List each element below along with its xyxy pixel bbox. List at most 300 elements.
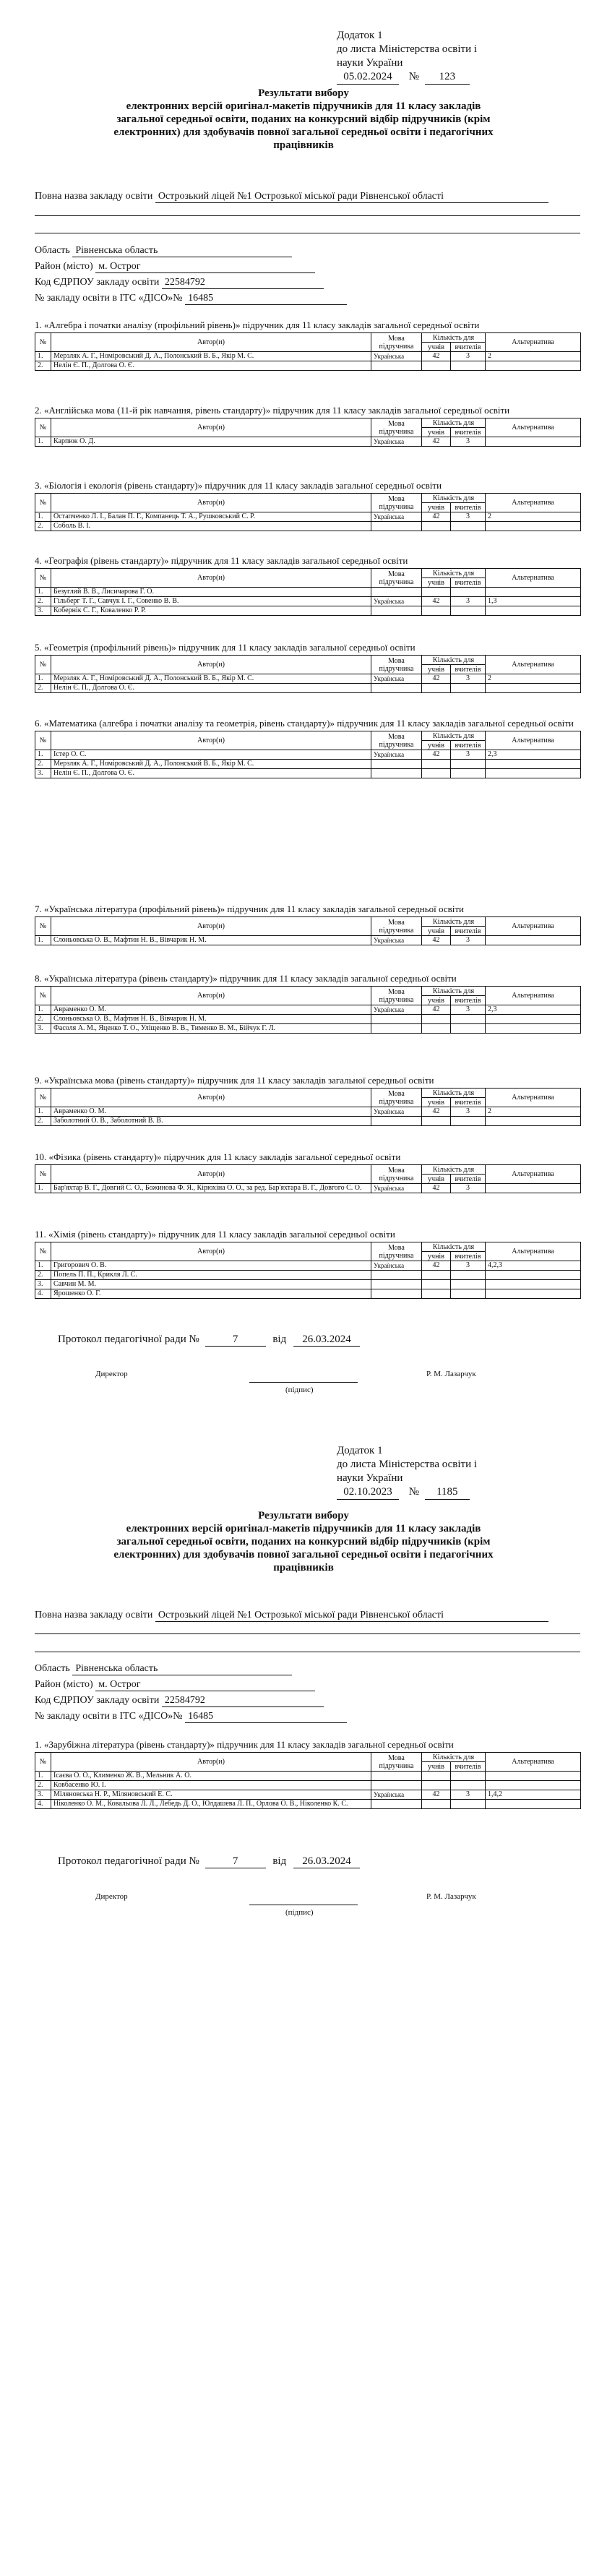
row-number: 1. [35, 750, 51, 760]
annex-line: Додаток 1 [337, 30, 383, 41]
textbook-table [35, 916, 581, 945]
protocol-number: 7 [205, 1855, 266, 1868]
textbook-section [35, 642, 580, 693]
row-language [371, 606, 422, 616]
row-alternative [486, 606, 581, 616]
annex-date: 05.02.2024 [337, 70, 399, 85]
school-name-label: Повна назва закладу освіти [35, 1610, 153, 1620]
header-alternative: Альтернатива [486, 494, 581, 512]
edrpou-row [35, 1694, 324, 1707]
row-author: Остапченко Л. І., Балан П. Г., Компанець Т. А., Рушковський С. Р. [51, 512, 371, 522]
row-students [422, 760, 451, 769]
row-students: 42 [422, 1005, 451, 1015]
ipts-label: № закладу освіти в ІТС «ДІСО»№ [35, 1711, 183, 1722]
header-language: Мова підручника [371, 1753, 422, 1772]
edrpou-row [35, 276, 324, 289]
textbook-table [35, 332, 581, 371]
row-students [422, 1280, 451, 1289]
district-label: Район (місто) [35, 1679, 93, 1690]
row-teachers [451, 1280, 486, 1289]
row-alternative [486, 1024, 581, 1034]
annex-line: до листа Міністерства освіти і [337, 43, 478, 55]
protocol-from: від [272, 1334, 287, 1345]
title-line: електронних версій оригінал-макетів підручників для 11 класу закладів [126, 1523, 481, 1534]
row-students: 42 [422, 750, 451, 760]
annex-block [337, 29, 575, 85]
header-quantity: Кількість для [422, 418, 486, 428]
header-students: учнів [422, 1252, 451, 1261]
header-number: № [35, 569, 51, 588]
annex-number-sign: № [408, 1486, 420, 1498]
row-students [422, 588, 451, 597]
row-language: Українська [371, 1005, 422, 1015]
textbook-table [35, 1242, 581, 1299]
annex-line: науки України [337, 1472, 403, 1484]
row-students [422, 1271, 451, 1280]
title-line: працівників [273, 1562, 334, 1573]
table-header-row [35, 418, 581, 428]
header-teachers: вчителів [451, 578, 486, 588]
header-quantity: Кількість для [422, 987, 486, 996]
header-teachers: вчителів [451, 1762, 486, 1772]
row-alternative [486, 1772, 581, 1781]
row-number: 1. [35, 1005, 51, 1015]
header-students: учнів [422, 1098, 451, 1107]
table-row [35, 1271, 581, 1280]
textbook-section [35, 903, 580, 945]
row-alternative [486, 769, 581, 778]
row-number: 2. [35, 597, 51, 606]
edrpou-value: 22584792 [162, 1694, 324, 1707]
row-students [422, 769, 451, 778]
row-author: Попель П. П., Крикля Л. С. [51, 1271, 371, 1280]
header-alternative: Альтернатива [486, 333, 581, 352]
row-alternative [486, 1184, 581, 1193]
table-row [35, 1772, 581, 1781]
header-number: № [35, 1089, 51, 1107]
annex-number: 1185 [425, 1485, 470, 1500]
protocol-from: від [272, 1855, 287, 1867]
table-row [35, 1289, 581, 1299]
table-header-row [35, 333, 581, 343]
annex-date-number [337, 70, 575, 85]
row-teachers [451, 1800, 486, 1809]
section-title: 2. «Англійська мова (11-й рік навчання, рівень стандарту)» підручник для 11 класу закладів загальної середньої освіти [35, 405, 510, 416]
director-name: Р. М. Лазарчук [426, 1370, 476, 1378]
textbook-section [35, 319, 580, 371]
row-students: 42 [422, 674, 451, 684]
header-number: № [35, 656, 51, 674]
row-language [371, 588, 422, 597]
ipts-row [35, 1710, 347, 1723]
document-title [29, 1509, 578, 1574]
row-language: Українська [371, 512, 422, 522]
row-teachers: 3 [451, 1261, 486, 1271]
row-author: Слоньовська О. В., Мафтин Н. В., Вівчарик Н. М. [51, 1015, 371, 1024]
row-number: 2. [35, 522, 51, 531]
header-author: Автор(и) [51, 987, 371, 1005]
row-number: 1. [35, 936, 51, 945]
row-language: Українська [371, 750, 422, 760]
row-number: 2. [35, 684, 51, 693]
row-alternative: 1,3 [486, 597, 581, 606]
row-number: 2. [35, 760, 51, 769]
ipts-label: № закладу освіти в ІТС «ДІСО»№ [35, 293, 183, 304]
header-students: учнів [422, 741, 451, 750]
row-students [422, 1781, 451, 1790]
row-alternative [486, 1289, 581, 1299]
header-students: учнів [422, 996, 451, 1005]
row-number: 3. [35, 1790, 51, 1800]
document-title [29, 87, 578, 152]
table-row [35, 1781, 581, 1790]
row-language [371, 1271, 422, 1280]
row-alternative: 2 [486, 512, 581, 522]
textbook-section [35, 718, 580, 778]
textbook-table [35, 1752, 581, 1809]
header-quantity: Кількість для [422, 1089, 486, 1098]
header-number: № [35, 418, 51, 437]
row-alternative [486, 588, 581, 597]
textbook-table [35, 418, 581, 447]
header-students: учнів [422, 503, 451, 512]
row-teachers: 3 [451, 1790, 486, 1800]
row-number: 1. [35, 1107, 51, 1117]
table-header-row [35, 569, 581, 578]
oblast-value: Рівненська область [72, 244, 292, 257]
row-students [422, 1117, 451, 1126]
row-author: Ярошенко О. Г. [51, 1289, 371, 1299]
row-alternative [486, 936, 581, 945]
row-alternative: 2,3 [486, 1005, 581, 1015]
header-author: Автор(и) [51, 569, 371, 588]
row-students: 42 [422, 512, 451, 522]
textbook-table [35, 493, 581, 531]
row-author: Нелін Є. П., Долгова О. Є. [51, 361, 371, 371]
row-alternative [486, 437, 581, 447]
textbook-section [35, 555, 580, 616]
row-author: Гільберг Т. Г., Савчук І. Г., Совенко В. В. [51, 597, 371, 606]
table-header-row [35, 987, 581, 996]
textbook-section [35, 405, 580, 447]
edrpou-label: Код ЄДРПОУ закладу освіти [35, 1695, 160, 1706]
row-author: Мерзляк А. Г., Номіровський Д. А., Полонський В. Б., Якір М. С. [51, 674, 371, 684]
table-header-row [35, 1753, 581, 1762]
table-row [35, 1107, 581, 1117]
row-alternative: 1,4,2 [486, 1790, 581, 1800]
annex-date: 02.10.2023 [337, 1485, 399, 1500]
row-teachers [451, 1271, 486, 1280]
protocol-date: 26.03.2024 [293, 1855, 360, 1868]
row-alternative: 2,3 [486, 750, 581, 760]
row-teachers: 3 [451, 1005, 486, 1015]
row-teachers [451, 1117, 486, 1126]
textbook-section [35, 1739, 580, 1809]
row-language: Українська [371, 352, 422, 361]
table-row [35, 936, 581, 945]
table-row [35, 1015, 581, 1024]
section-title: 1. «Зарубіжна література (рівень стандарту)» підручник для 11 класу закладів загальної середньої освіти [35, 1739, 454, 1750]
oblast-label: Область [35, 245, 70, 256]
row-language [371, 1280, 422, 1289]
row-students [422, 1024, 451, 1034]
row-number: 3. [35, 1280, 51, 1289]
table-row [35, 1280, 581, 1289]
table-row [35, 750, 581, 760]
row-number: 1. [35, 588, 51, 597]
row-teachers: 3 [451, 674, 486, 684]
section-title: 6. «Математика (алгебра і початки аналізу та геометрія, рівень стандарту)» підручник для 11 класу закладів загальної середньої освіти [35, 718, 574, 729]
row-author: Нелін Є. П., Долгова О. Є. [51, 769, 371, 778]
row-language [371, 1800, 422, 1809]
oblast-row [35, 244, 292, 257]
table-header-row [35, 1089, 581, 1098]
textbook-table [35, 568, 581, 616]
row-author: Савчин М. М. [51, 1280, 371, 1289]
header-number: № [35, 1753, 51, 1772]
header-author: Автор(и) [51, 418, 371, 437]
row-language [371, 361, 422, 371]
row-number: 2. [35, 1271, 51, 1280]
header-teachers: вчителів [451, 927, 486, 936]
row-teachers: 3 [451, 352, 486, 361]
document-page-2 [0, 1417, 607, 2576]
school-name-label: Повна назва закладу освіти [35, 191, 153, 202]
row-teachers: 3 [451, 1107, 486, 1117]
header-language: Мова підручника [371, 987, 422, 1005]
row-number: 1. [35, 1261, 51, 1271]
row-teachers [451, 1015, 486, 1024]
row-author: Авраменко О. М. [51, 1005, 371, 1015]
row-students [422, 1800, 451, 1809]
header-students: учнів [422, 428, 451, 437]
row-author: Григорович О. В. [51, 1261, 371, 1271]
annex-line: науки України [337, 57, 403, 69]
title-line: працівників [273, 139, 334, 151]
header-language: Мова підручника [371, 656, 422, 674]
header-teachers: вчителів [451, 343, 486, 352]
row-author: Бар'яхтар В. Г., Довгий С. О., Божинова Ф. Я., Кірюхіна О. О., за ред. Бар'яхтара В. Г., Довгого С. О. [51, 1184, 371, 1193]
row-number: 3. [35, 606, 51, 616]
row-language: Українська [371, 597, 422, 606]
header-number: № [35, 731, 51, 750]
row-author: Мерзляк А. Г., Номіровський Д. А., Полонський В. Б., Якір М. С. [51, 352, 371, 361]
header-language: Мова підручника [371, 333, 422, 352]
header-quantity: Кількість для [422, 731, 486, 741]
row-language [371, 1772, 422, 1781]
row-teachers [451, 760, 486, 769]
row-teachers [451, 588, 486, 597]
table-row [35, 769, 581, 778]
textbook-table [35, 655, 581, 693]
table-header-row [35, 917, 581, 927]
row-alternative [486, 760, 581, 769]
header-author: Автор(и) [51, 731, 371, 750]
row-language: Українська [371, 1790, 422, 1800]
section-title: 7. «Українська література (профільний рівень)» підручник для 11 класу закладів загальної середньої освіти [35, 903, 464, 914]
title-line: електронних версій оригінал-макетів підручників для 11 класу закладів [126, 100, 481, 112]
row-author: Ісаєва О. О., Клименко Ж. В., Мельник А. О. [51, 1772, 371, 1781]
edrpou-label: Код ЄДРПОУ закладу освіти [35, 277, 160, 288]
header-students: учнів [422, 578, 451, 588]
section-title: 1. «Алгебра і початки аналізу (профільний рівень)» підручник для 11 класу закладів загальної середньої освіти [35, 319, 480, 330]
header-quantity: Кількість для [422, 1165, 486, 1175]
table-header-row [35, 494, 581, 503]
table-row [35, 1184, 581, 1193]
row-students [422, 1772, 451, 1781]
row-teachers: 3 [451, 437, 486, 447]
row-teachers [451, 522, 486, 531]
row-language [371, 1015, 422, 1024]
header-number: № [35, 333, 51, 352]
annex-date-number [337, 1485, 575, 1500]
row-alternative [486, 1781, 581, 1790]
header-alternative: Альтернатива [486, 731, 581, 750]
row-language [371, 769, 422, 778]
textbook-table [35, 731, 581, 778]
title-line: Результати вибору [258, 87, 349, 99]
header-author: Автор(и) [51, 1165, 371, 1184]
header-author: Автор(и) [51, 1242, 371, 1261]
table-row [35, 1024, 581, 1034]
header-number: № [35, 987, 51, 1005]
table-row [35, 684, 581, 693]
header-alternative: Альтернатива [486, 917, 581, 936]
oblast-label: Область [35, 1663, 70, 1674]
signature-line [249, 1382, 358, 1383]
annex-number: 123 [425, 70, 470, 85]
header-teachers: вчителів [451, 1252, 486, 1261]
header-students: учнів [422, 665, 451, 674]
row-number: 1. [35, 1184, 51, 1193]
header-teachers: вчителів [451, 428, 486, 437]
protocol-label: Протокол педагогічної ради № [58, 1334, 199, 1345]
section-title: 10. «Фізика (рівень стандарту)» підручник для 11 класу закладів загальної середньої освіти [35, 1151, 401, 1162]
textbook-section [35, 973, 580, 1034]
row-students [422, 361, 451, 371]
row-teachers: 3 [451, 597, 486, 606]
textbook-table [35, 986, 581, 1034]
row-number: 2. [35, 1117, 51, 1126]
textbook-table [35, 1164, 581, 1193]
director-label: Директор [95, 1370, 128, 1378]
row-language [371, 1117, 422, 1126]
row-language [371, 1781, 422, 1790]
district-label: Район (місто) [35, 261, 93, 272]
row-author: Істер О. С. [51, 750, 371, 760]
row-alternative [486, 1271, 581, 1280]
textbook-section [35, 1075, 580, 1126]
row-teachers [451, 606, 486, 616]
table-row [35, 1261, 581, 1271]
row-teachers [451, 769, 486, 778]
row-teachers [451, 1289, 486, 1299]
row-language: Українська [371, 1184, 422, 1193]
header-teachers: вчителів [451, 741, 486, 750]
header-language: Мова підручника [371, 917, 422, 936]
row-students: 42 [422, 1184, 451, 1193]
blank-line [35, 1633, 580, 1634]
row-teachers [451, 1772, 486, 1781]
oblast-value: Рівненська область [72, 1662, 292, 1675]
textbook-section [35, 1151, 580, 1193]
header-students: учнів [422, 927, 451, 936]
row-students: 42 [422, 936, 451, 945]
row-alternative [486, 684, 581, 693]
table-row [35, 352, 581, 361]
header-alternative: Альтернатива [486, 1242, 581, 1261]
table-header-row [35, 1165, 581, 1175]
table-header-row [35, 1242, 581, 1252]
row-number: 1. [35, 352, 51, 361]
title-line: електронних) для здобувачів повної загальної середньої освіти і педагогічних [113, 126, 494, 138]
header-language: Мова підручника [371, 418, 422, 437]
row-students: 42 [422, 1790, 451, 1800]
row-number: 3. [35, 1024, 51, 1034]
oblast-row [35, 1662, 292, 1675]
table-row [35, 674, 581, 684]
header-language: Мова підручника [371, 494, 422, 512]
row-teachers [451, 1024, 486, 1034]
row-language [371, 1024, 422, 1034]
title-line: загальної середньої освіти, поданих на конкурсний відбір підручників (крім [116, 1536, 491, 1547]
row-students [422, 606, 451, 616]
row-number: 4. [35, 1800, 51, 1809]
row-language: Українська [371, 1261, 422, 1271]
row-number: 1. [35, 437, 51, 447]
header-author: Автор(и) [51, 917, 371, 936]
header-language: Мова підручника [371, 1089, 422, 1107]
row-teachers [451, 684, 486, 693]
ipts-value: 16485 [185, 1710, 347, 1723]
annex-line: Додаток 1 [337, 1445, 383, 1456]
header-number: № [35, 917, 51, 936]
row-students [422, 1015, 451, 1024]
row-students [422, 522, 451, 531]
protocol-line [58, 1334, 360, 1347]
header-alternative: Альтернатива [486, 987, 581, 1005]
table-row [35, 588, 581, 597]
table-row [35, 597, 581, 606]
row-language [371, 522, 422, 531]
header-alternative: Альтернатива [486, 418, 581, 437]
district-value: м. Острог [95, 260, 315, 273]
row-alternative [486, 522, 581, 531]
section-title: 11. «Хімія (рівень стандарту)» підручник для 11 класу закладів загальної середньої освіти [35, 1229, 395, 1240]
textbook-table [35, 1088, 581, 1126]
ipts-row [35, 292, 347, 305]
row-alternative [486, 1117, 581, 1126]
header-teachers: вчителів [451, 1175, 486, 1184]
table-row [35, 512, 581, 522]
table-row [35, 1005, 581, 1015]
row-teachers [451, 1781, 486, 1790]
header-alternative: Альтернатива [486, 1165, 581, 1184]
row-author: Кобернік С. Г., Коваленко Р. Р. [51, 606, 371, 616]
header-language: Мова підручника [371, 569, 422, 588]
header-students: учнів [422, 1175, 451, 1184]
row-teachers [451, 361, 486, 371]
header-author: Автор(и) [51, 656, 371, 674]
row-language: Українська [371, 936, 422, 945]
row-students: 42 [422, 352, 451, 361]
row-students: 42 [422, 1261, 451, 1271]
section-title: 5. «Геометрія (профільний рівень)» підручник для 11 класу закладів загальної середньої освіти [35, 642, 416, 653]
header-teachers: вчителів [451, 1098, 486, 1107]
school-name-row [35, 190, 548, 203]
row-students [422, 684, 451, 693]
protocol-date: 26.03.2024 [293, 1334, 360, 1347]
